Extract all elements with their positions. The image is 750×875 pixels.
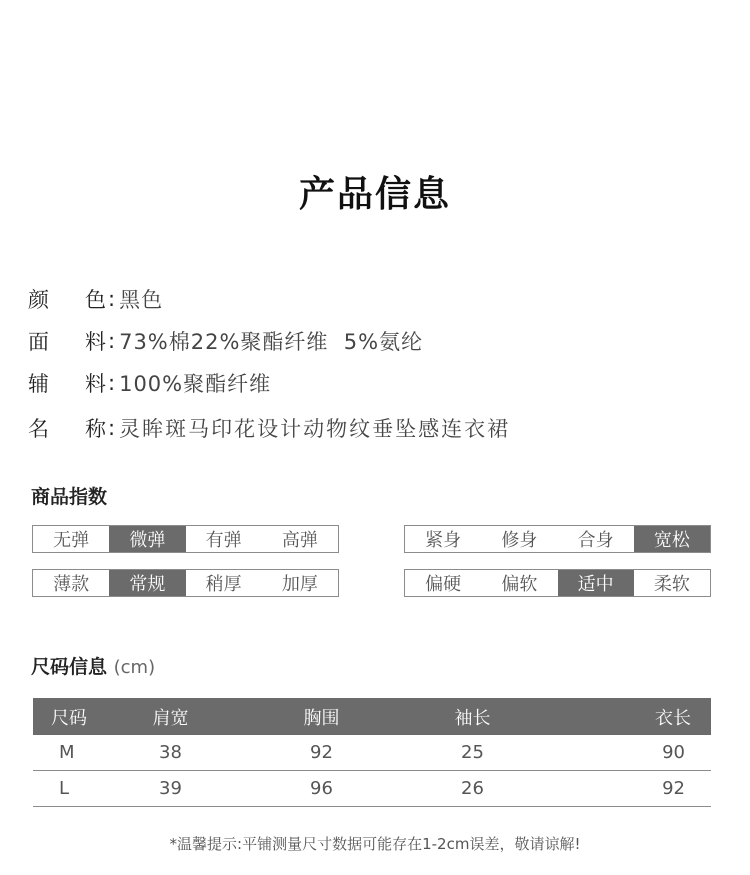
info-key-char: 色	[85, 288, 106, 312]
info-key	[28, 413, 106, 443]
fit-option: 合身	[558, 526, 634, 552]
info-row-lining	[28, 368, 271, 398]
info-colon: :	[108, 329, 116, 353]
elasticity-option: 有弹	[186, 526, 262, 552]
table-cell: 38	[159, 742, 182, 763]
info-key-char: 颜	[28, 288, 49, 312]
info-key	[28, 368, 106, 398]
size-info-heading	[31, 652, 155, 679]
info-colon: :	[108, 287, 116, 311]
measurement-note: *温馨提示:平铺测量尺寸数据可能存在1-2cm误差，敬请谅解!	[169, 835, 581, 853]
size-table	[33, 698, 711, 807]
info-key-char: 名	[28, 417, 49, 441]
table-cell: 96	[310, 778, 333, 799]
thickness-option: 常规	[109, 570, 185, 596]
size-header-cell: 袖长	[454, 707, 491, 729]
softness-scale	[404, 569, 711, 597]
size-header-cell: 胸围	[303, 707, 340, 729]
elasticity-option: 高弹	[262, 526, 338, 552]
thickness-option: 加厚	[262, 570, 338, 596]
info-value-lining: 100%聚酯纤维	[119, 372, 272, 396]
info-value-color: 黑色	[119, 288, 164, 312]
thickness-option: 薄款	[33, 570, 109, 596]
info-key-char: 称	[85, 417, 106, 441]
thickness-option: 稍厚	[186, 570, 262, 596]
info-row-name	[28, 413, 510, 443]
table-row	[33, 771, 711, 807]
size-header-cell: 尺码	[51, 707, 87, 729]
table-cell: L	[59, 778, 70, 799]
elasticity-option: 微弹	[109, 526, 185, 552]
info-row-fabric	[28, 326, 423, 356]
softness-option: 偏硬	[405, 570, 481, 596]
elasticity-option: 无弹	[33, 526, 109, 552]
fit-scale	[404, 525, 711, 553]
product-index-heading: 商品指数	[31, 486, 108, 508]
info-row-color	[28, 284, 163, 314]
info-key-char: 面	[28, 330, 49, 354]
table-cell: 90	[662, 742, 685, 763]
size-header-cell: 衣长	[655, 707, 691, 729]
table-cell: M	[59, 742, 75, 763]
info-value-name: 灵眸斑马印花设计动物纹垂坠感连衣裙	[119, 417, 511, 441]
softness-option: 偏软	[481, 570, 557, 596]
thickness-scale	[32, 569, 339, 597]
table-cell: 39	[159, 778, 182, 799]
info-key-char: 料	[85, 330, 106, 354]
info-key	[28, 326, 106, 356]
size-header-cell: 肩宽	[152, 707, 189, 729]
softness-option: 柔软	[634, 570, 710, 596]
page-title: 产品信息	[298, 174, 451, 215]
table-cell: 25	[461, 742, 484, 763]
size-table-header	[33, 698, 711, 735]
elasticity-scale	[32, 525, 339, 553]
info-colon: :	[108, 371, 116, 395]
fit-option: 宽松	[634, 526, 710, 552]
size-info-unit: (cm)	[113, 657, 156, 678]
info-value-fabric: 73%棉22%聚酯纤维 5%氨纶	[119, 330, 424, 354]
table-cell: 26	[461, 778, 484, 799]
fit-option: 紧身	[405, 526, 481, 552]
info-key	[28, 284, 106, 314]
size-info-title: 尺码信息	[31, 656, 108, 678]
fit-option: 修身	[481, 526, 557, 552]
softness-option: 适中	[558, 570, 634, 596]
info-colon: :	[108, 416, 116, 440]
table-cell: 92	[662, 778, 685, 799]
table-cell: 92	[310, 742, 333, 763]
info-key-char: 料	[85, 372, 106, 396]
info-key-char: 辅	[28, 372, 49, 396]
table-row	[33, 735, 711, 771]
